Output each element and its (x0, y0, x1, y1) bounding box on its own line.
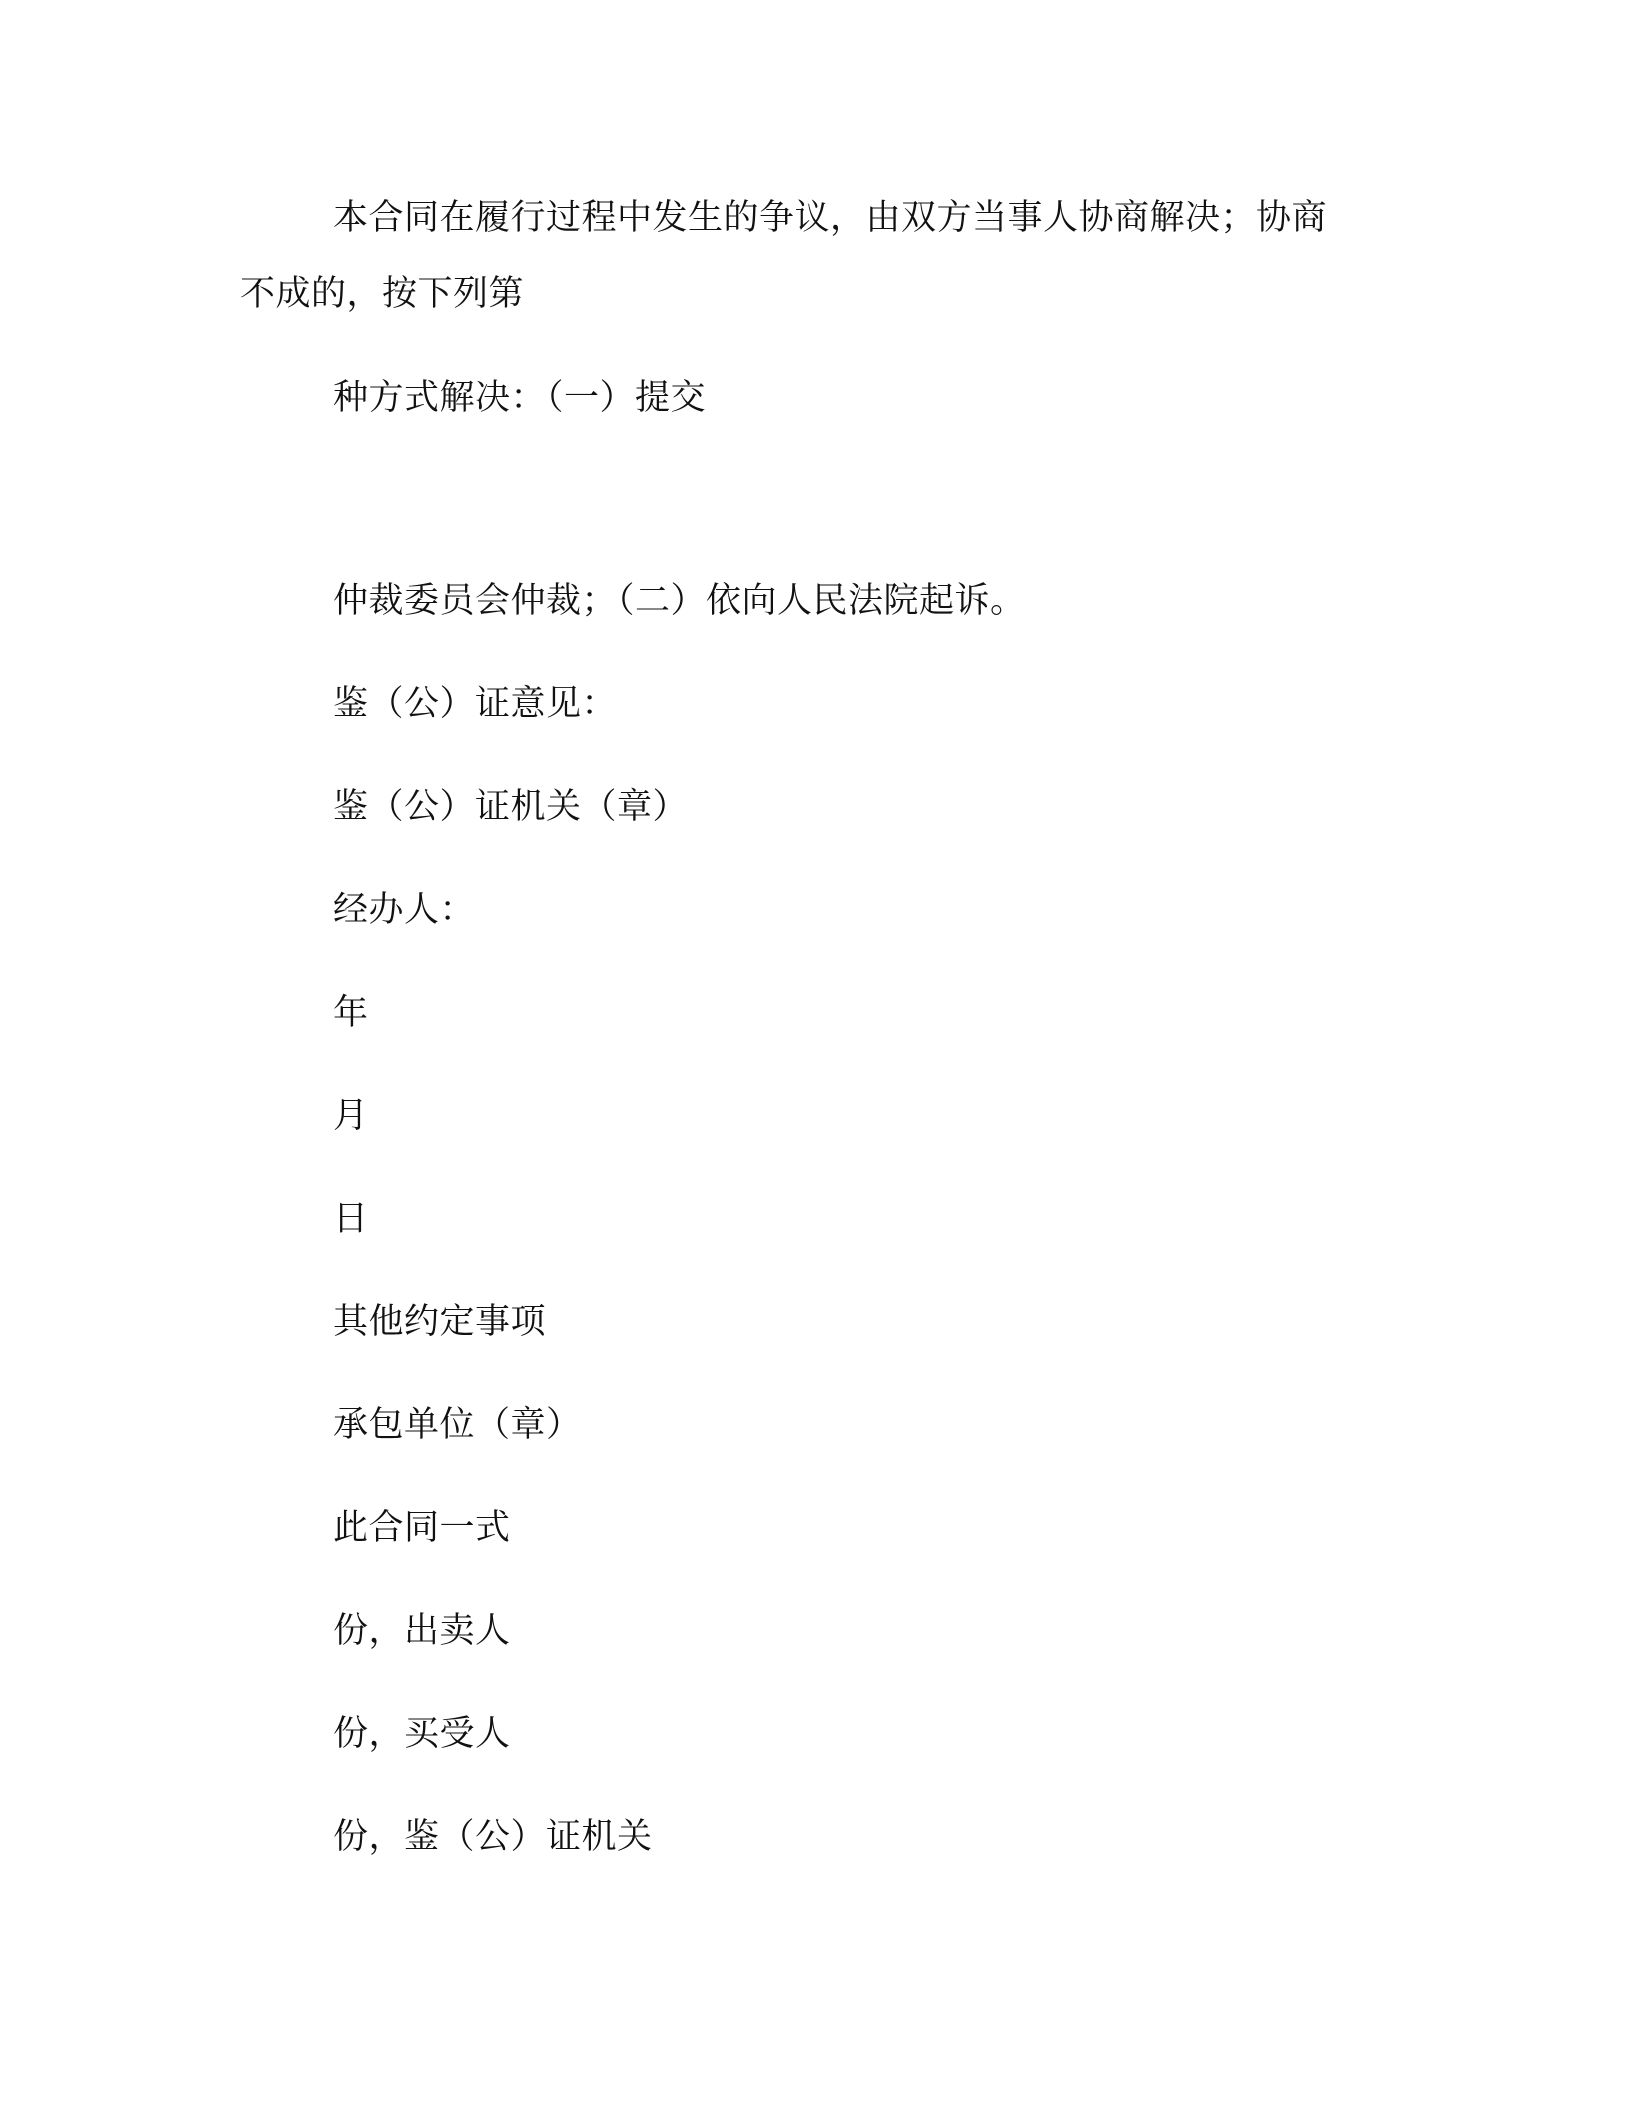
seller-copies-line: 份，出卖人 (333, 1611, 511, 1651)
day-label: 日 (333, 1199, 369, 1239)
dispute-clause-line-2: 不成的，按下列第 (240, 274, 525, 314)
copies-line: 此合同一式 (333, 1508, 511, 1548)
other-terms-label: 其他约定事项 (333, 1302, 547, 1342)
notary-opinion-label: 鉴（公）证意见： (333, 684, 618, 724)
notary-office-seal-label: 鉴（公）证机关（章） (333, 787, 689, 827)
arbitration-line: 仲裁委员会仲裁；（二）依向人民法院起诉。 (333, 581, 1026, 621)
dispute-clause-line-1: 本合同在履行过程中发生的争议，由双方当事人协商解决；协商 (333, 198, 1328, 238)
resolution-method-line: 种方式解决：（一）提交 (333, 378, 707, 418)
buyer-copies-line: 份，买受人 (333, 1714, 511, 1754)
notary-copies-line: 份，鉴（公）证机关 (333, 1817, 653, 1857)
contractor-seal-label: 承包单位（章） (333, 1405, 582, 1445)
month-label: 月 (333, 1096, 369, 1136)
year-label: 年 (333, 993, 369, 1033)
handler-label: 经办人： (333, 890, 476, 930)
